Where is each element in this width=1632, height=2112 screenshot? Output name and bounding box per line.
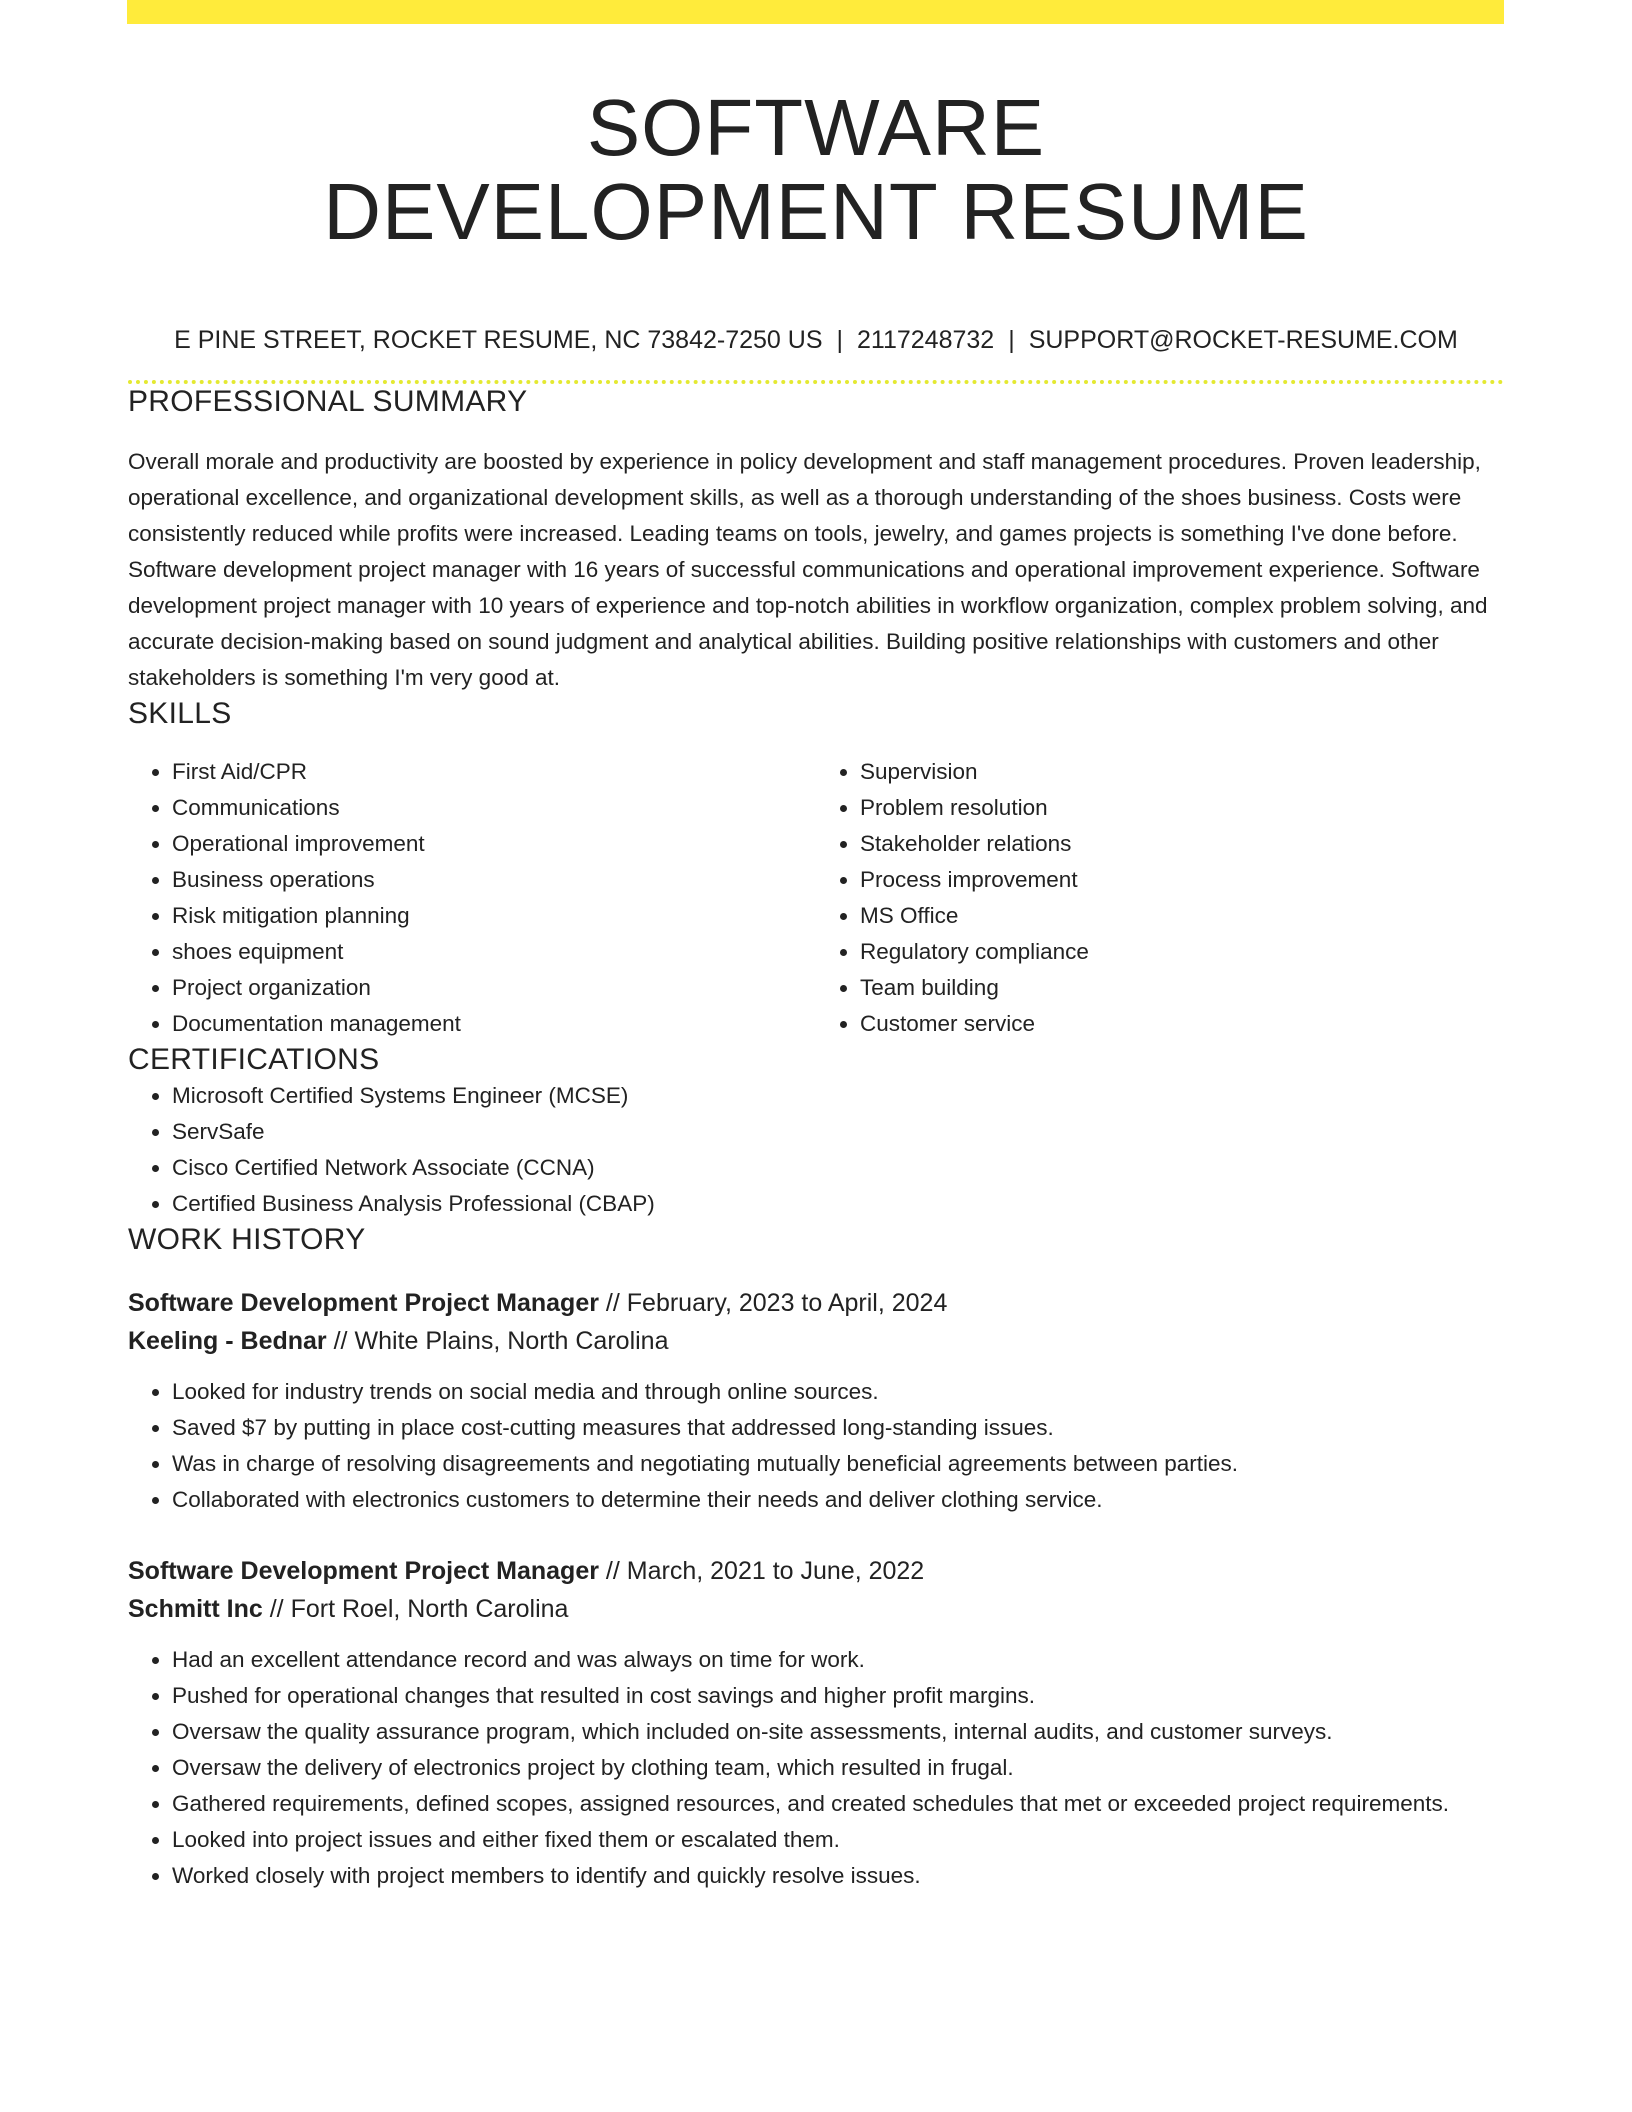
job-title: Software Development Project Manager [128,1289,599,1317]
certifications-list [128,1078,1504,1222]
work-history-list [128,1284,1504,1894]
job-company-line [128,1322,1504,1360]
contact-separator: | [1008,326,1015,354]
skill-item: • Documentation management [172,1006,816,1042]
skill-item: • shoes equipment [172,934,816,970]
contact-email: SUPPORT@ROCKET-RESUME.COM [1028,326,1458,354]
skill-item: • Communications [172,790,816,826]
job-separator: // [605,1557,620,1585]
job-dates: March, 2021 to June, 2022 [626,1557,925,1585]
resume-content [128,83,1504,1894]
summary-text: Overall morale and productivity are boosted by experience in policy development and staff management procedures. Proven leadership, operational excellence, and organizational development skills, as well as a thorough understanding of the shoes business. Costs were consistently reduced while profits were increased. Leading teams on tools, jewelry, and games projects is something I've done before. Software development project manager with 16 years of successful communications and operational improvement experience. Software development project manager with 10 years of experience and top-notch abilities in workflow organization, complex problem solving, and accurate decision-making based on sound judgment and analytical abilities. Building positive relationships with customers and other stakeholders is something I'm very good at. [128,449,1488,690]
job-duty-item: • Looked for industry trends on social media and through online sources. [172,1374,1504,1410]
certification-item: • Cisco Certified Network Associate (CCNA) [172,1150,1504,1186]
job-duty-item: • Saved $7 by putting in place cost-cutting measures that addressed long-standing issues. [172,1410,1504,1446]
job-separator: // [269,1595,284,1623]
job-duties-list [128,1374,1504,1518]
skill-item: • Risk mitigation planning [172,898,816,934]
job-separator: // [605,1289,620,1317]
skills-list-left [128,754,816,1042]
skill-item: • Regulatory compliance [860,934,1504,970]
contact-separator: | [836,326,844,354]
skill-item: • Business operations [172,862,816,898]
skill-item: • First Aid/CPR [172,754,816,790]
summary-heading: PROFESSIONAL SUMMARY [128,385,528,418]
skill-item: • Project organization [172,970,816,1006]
skills-list-right [816,754,1504,1042]
title-line-1: SOFTWARE [586,83,1046,172]
job-duty-item: • Oversaw the quality assurance program, which included on-site assessments, internal audits, and customer surveys. [172,1714,1504,1750]
job-duty-item: • Looked into project issues and either fixed them or escalated them. [172,1822,1504,1858]
skill-item: • Problem resolution [860,790,1504,826]
job-company-line [128,1590,1504,1628]
certification-item: • Certified Business Analysis Professional (CBAP) [172,1186,1504,1222]
job-location: White Plains, North Carolina [354,1327,669,1355]
skills-columns [128,754,1504,1042]
job-dates: February, 2023 to April, 2024 [626,1289,948,1317]
accent-bar [127,0,1504,24]
certifications-heading: CERTIFICATIONS [128,1043,380,1076]
job-duty-item: • Had an excellent attendance record and was always on time for work. [172,1642,1504,1678]
resume-title [128,83,1504,256]
job-duty-item: • Pushed for operational changes that resulted in cost savings and higher profit margins. [172,1678,1504,1714]
skill-item: • Customer service [860,1006,1504,1042]
job-duty-item: • Oversaw the delivery of electronics project by clothing team, which resulted in frugal. [172,1750,1504,1786]
job-company: Keeling - Bednar [128,1327,327,1355]
job-company: Schmitt Inc [128,1595,263,1623]
skill-item: • Supervision [860,754,1504,790]
job-separator: // [333,1327,348,1355]
title-line-2: DEVELOPMENT RESUME [323,167,1309,256]
work-history-heading: WORK HISTORY [128,1223,366,1256]
job-title-line [128,1284,1504,1322]
job-duty-item: • Gathered requirements, defined scopes, assigned resources, and created schedules that met or exceeded project requirements. [172,1786,1504,1822]
contact-line [128,324,1504,356]
job-duties-list [128,1642,1504,1894]
contact-phone: 2117248732 [857,326,995,354]
certification-item: • ServSafe [172,1114,1504,1150]
skill-item: • Operational improvement [172,826,816,862]
job-location: Fort Roel, North Carolina [290,1595,569,1623]
job-duty-item: • Collaborated with electronics customers to determine their needs and deliver clothing service. [172,1482,1504,1518]
skills-heading: SKILLS [128,697,232,730]
job-title-line [128,1552,1504,1590]
skill-item: • Stakeholder relations [860,826,1504,862]
job-duty-item: • Was in charge of resolving disagreements and negotiating mutually beneficial agreements between parties. [172,1446,1504,1482]
job-duty-item: • Worked closely with project members to identify and quickly resolve issues. [172,1858,1504,1894]
contact-address: E PINE STREET, ROCKET RESUME, NC 73842-7250 US [174,326,823,354]
certification-item: • Microsoft Certified Systems Engineer (MCSE) [172,1078,1504,1114]
job-entry [128,1284,1504,1518]
skill-item: • MS Office [860,898,1504,934]
job-entry [128,1552,1504,1894]
skill-item: • Process improvement [860,862,1504,898]
job-title: Software Development Project Manager [128,1557,599,1585]
skill-item: • Team building [860,970,1504,1006]
